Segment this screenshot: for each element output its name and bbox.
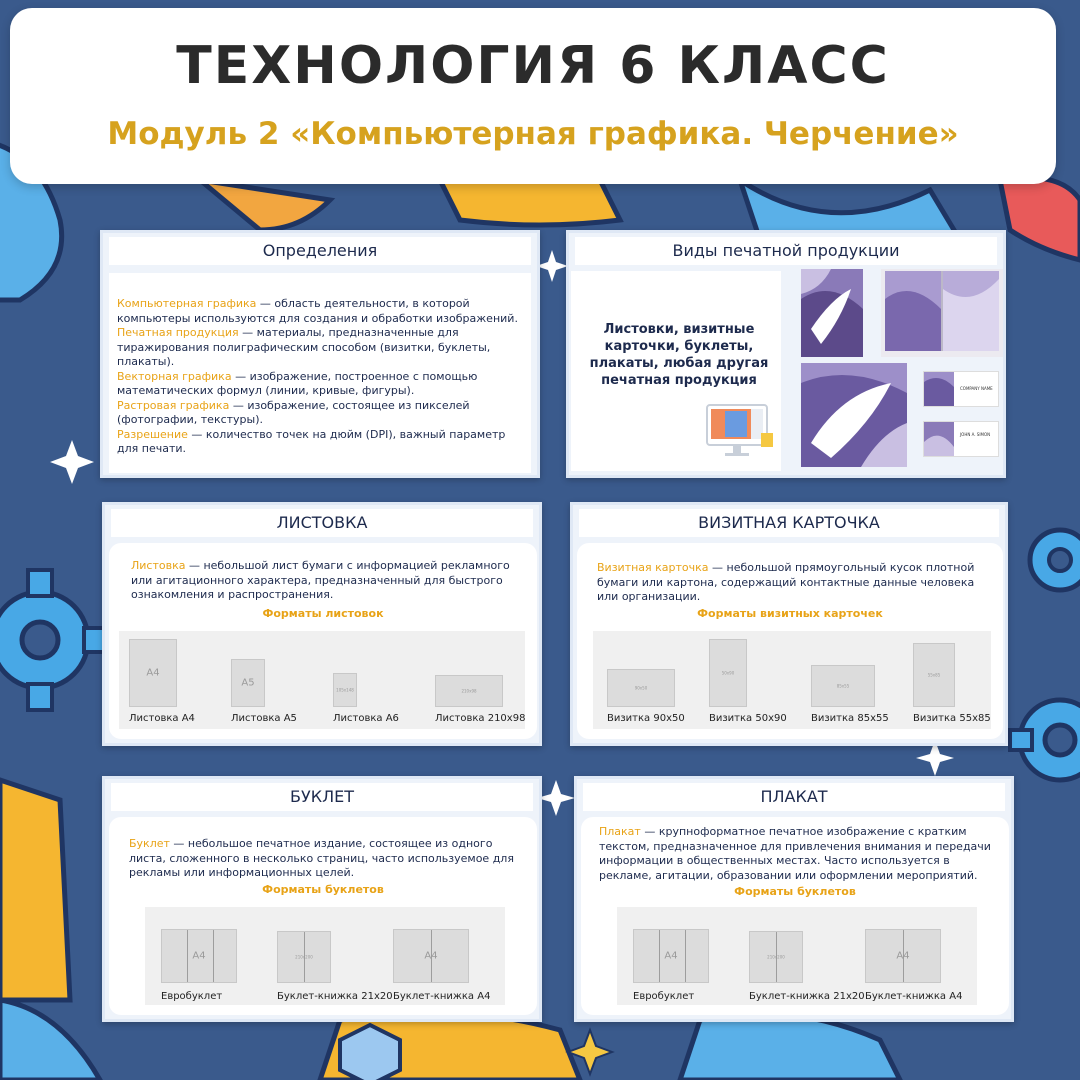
formats-title: Форматы визитных карточек xyxy=(697,607,883,620)
poster-image xyxy=(801,363,907,467)
format-sheet: A4 xyxy=(129,639,177,707)
format-caption: Буклет-книжка 21x20 xyxy=(277,991,393,1002)
format-sheet: A4 xyxy=(633,929,709,983)
header-banner xyxy=(10,8,1056,184)
slide-title: ЛИСТОВКА xyxy=(111,509,533,537)
slide-title: Определения xyxy=(109,237,531,265)
format-caption: Листовка A4 xyxy=(129,713,195,724)
definitions-panel xyxy=(109,273,531,473)
monitor-design-icon xyxy=(703,401,777,459)
format-caption: Визитка 90x50 xyxy=(607,713,685,724)
format-caption: Буклет-книжка A4 xyxy=(865,991,963,1002)
definition-item: Печатная продукция — материалы, предназначенные для тиражирования полиграфическим способом (визитки, буклеты, плакаты). xyxy=(117,326,491,368)
gear-icon xyxy=(1030,530,1080,590)
card-person-name: JOHN A. SIMON xyxy=(960,432,991,437)
format-sheet: A4 xyxy=(161,929,237,983)
format-sheet: 90x50 xyxy=(607,669,675,707)
slide-leaflet xyxy=(102,502,542,746)
card-company-name: COMPANY NAME xyxy=(960,386,993,391)
slide-print-types xyxy=(566,230,1006,478)
page-subtitle: Модуль 2 «Компьютерная графика. Черчение» xyxy=(107,116,959,152)
flyer-image xyxy=(801,269,863,357)
formats-title: Форматы буклетов xyxy=(262,883,384,896)
slide-title: ПЛАКАТ xyxy=(583,783,1005,811)
slide-title: ВИЗИТНАЯ КАРТОЧКА xyxy=(579,509,999,537)
slide-definitions xyxy=(100,230,540,478)
formats-area xyxy=(145,907,505,1005)
leaflet-definition: Листовка — небольшой лист бумаги с информацией рекламного или агитационного характера, предназначенный для быстрого ознакомления и распространения. xyxy=(131,559,510,601)
definitions-list xyxy=(117,297,527,457)
booklet-image xyxy=(881,269,1003,357)
format-sheet: 55x85 xyxy=(913,643,955,707)
format-caption: Визитка 50x90 xyxy=(709,713,787,724)
business-card-image xyxy=(923,421,999,457)
format-sheet: A4 xyxy=(393,929,469,983)
business-card-panel xyxy=(577,543,1003,739)
booklet-definition: Буклет — небольшое печатное издание, состоящее из одного листа, сложенного в несколько страниц, часто используемое для рекламы или информационных целей. xyxy=(129,837,514,879)
formats-area xyxy=(593,631,991,729)
definition-item: Растровая графика — изображение, состоящее из пикселей (фотографии, текстуры). xyxy=(117,398,470,426)
definition-item: Разрешение — количество точек на дюйм (DPI), важный параметр для печати. xyxy=(117,427,506,455)
format-sheet: 105x148 xyxy=(333,673,357,707)
slide-poster xyxy=(574,776,1014,1022)
definition-item: Векторная графика — изображение, построенное с помощью математических формул (линии, кривые, фигуры). xyxy=(117,369,478,397)
slide-title: Виды печатной продукции xyxy=(575,237,997,265)
format-sheet: A4 xyxy=(865,929,941,983)
formats-title: Форматы буклетов xyxy=(734,885,856,898)
formats-area xyxy=(119,631,525,729)
format-sheet: 85x55 xyxy=(811,665,875,707)
format-caption: Листовка A5 xyxy=(231,713,297,724)
poster-definition: Плакат — крупноформатное печатное изображение с кратким текстом, предназначенное для привлечения внимания и передачи информации в общественных местах. Часто используется в рекламе, агитации, образовании или оформлении мероприятий. xyxy=(599,825,991,882)
format-caption: Буклет-книжка A4 xyxy=(393,991,491,1002)
format-sheet: A5 xyxy=(231,659,265,707)
print-types-text: Листовки, визитные карточки, буклеты, плакаты, любая другая печатная продукция xyxy=(589,322,769,388)
booklet-panel xyxy=(109,817,537,1015)
business-card-image xyxy=(923,371,999,407)
format-sheet: 210x200 xyxy=(749,931,803,983)
business-card-definition: Визитная карточка — небольшой прямоугольный кусок плотной бумаги или картона, содержащий контактные данные человека или организации. xyxy=(597,561,975,603)
format-caption: Евробуклет xyxy=(161,991,223,1002)
formats-title: Форматы листовок xyxy=(262,607,384,620)
poster-panel xyxy=(581,817,1009,1015)
gear-icon xyxy=(1010,700,1080,780)
sparkle-icon xyxy=(50,440,94,484)
format-caption: Листовка A6 xyxy=(333,713,399,724)
sparkle-icon xyxy=(537,780,575,816)
format-caption: Буклет-книжка 21x20 xyxy=(749,991,865,1002)
print-types-panel xyxy=(571,271,781,471)
format-caption: Листовка 210x98 xyxy=(435,713,526,724)
slide-business-card xyxy=(570,502,1008,746)
format-sheet: 50x90 xyxy=(709,639,747,707)
definition-item: Компьютерная графика — область деятельности, в которой компьютеры используются для создания и обработки изображений. xyxy=(117,297,518,325)
page-title: ТЕХНОЛОГИЯ 6 КЛАСС xyxy=(176,36,890,96)
slide-booklet xyxy=(102,776,542,1022)
format-sheet: 210x98 xyxy=(435,675,503,707)
format-sheet: 210x200 xyxy=(277,931,331,983)
format-caption: Визитка 55x85 xyxy=(913,713,991,724)
slide-title: БУКЛЕТ xyxy=(111,783,533,811)
gear-icon xyxy=(0,570,110,710)
format-caption: Визитка 85x55 xyxy=(811,713,889,724)
sparkle-icon xyxy=(536,250,568,282)
leaflet-panel xyxy=(109,543,537,739)
format-caption: Евробуклет xyxy=(633,991,695,1002)
formats-area xyxy=(617,907,977,1005)
